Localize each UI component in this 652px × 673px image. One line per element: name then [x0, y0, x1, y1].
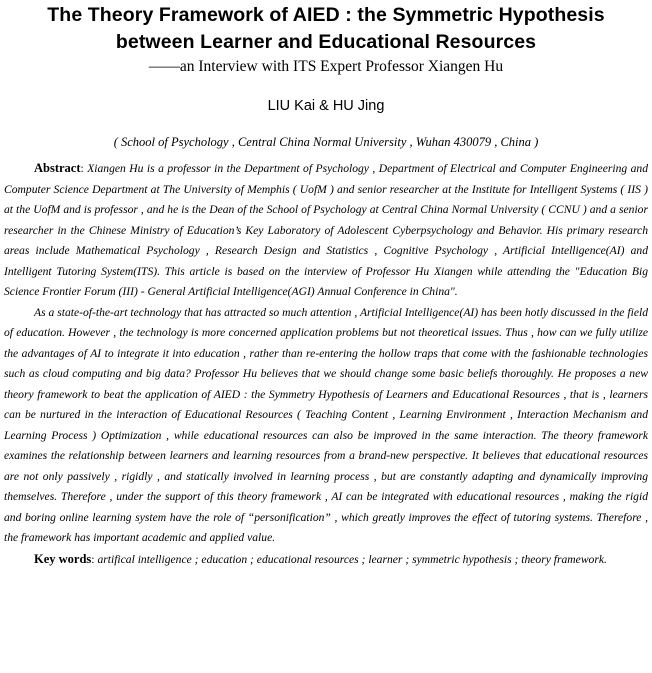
abstract-text: Xiangen Hu is a professor in the Department of Psychology , Department of Electrical and Computer Engineering and Computer Science Department at The University of Memphis ( UofM ) and senior researcher at the Institute for Intelligent Systems ( IIS ) at the UofM and is professor , and he is the Dean of the School of Psychology at Central China Normal University ( CCNU ) and a senior researcher in the Chinese Ministry of Education’s Key Laboratory of Adolescent Cyberpsychology and Behavior. His primary research areas include Mathematical Psychology , Research Design and Statistics , Cognitive Psychology , Artificial Intelligence(AI) and Intelligent Tutoring System(ITS). This article is based on the interview of Professor Hu Xiangen while attending the "Education Big Science Frontier Forum (III) - General Artificial Intelligence(AGI) Annual Conference in China".: [4, 162, 648, 298]
keywords-paragraph: [4, 549, 648, 571]
abstract-paragraph: [4, 158, 648, 303]
paper-subtitle: ——an Interview with ITS Expert Professor Xiangen Hu: [148, 58, 504, 75]
title-line-1: The Theory Framework of AIED : the Symmetric Hypothesis: [47, 4, 605, 26]
abstract-paragraph-2: As a state-of-the-art technology that has attracted so much attention , Artificial Intelligence(AI) has been hotly discussed in the field of education. However , the technology is more concerned application problems but not theoretical issues. Thus , how can we fully utilize the advantages of AI to integrate it into education , rather than re-entering the hollow traps that come with the fashionable technologies such as cloud computing and big data? Professor Hu believes that we should change some basic beliefs thoroughly. He proposes a new theory framework to beat the application of AIED : the Symmetry Hypothesis of Learners and Educational Resources , that is , learners can be nurtured in the interaction of Educational Resources ( Teaching Content , Learning Environment , Interaction Mechanism and Learning Process ) Optimization , while educational resources can also be improved in the same interaction. The theory framework examines the relationship between learners and learning resources from a brand-new perspective. It believes that educational resources are not only passively , rigidly , and statically involved in learning process , but are constantly adapting and dynamically improving themselves. Therefore , under the support of this theory framework , AI can be integrated with educational resources , making the rigid and boring online learning system have the role of “personification” , which greatly improves the effect of tutoring systems. Therefore , the framework has important academic and applied value.: [4, 305, 648, 544]
author-affiliation: ( School of Psychology , Central China Normal University , Wuhan 430079 , China ): [113, 135, 539, 149]
keywords-separator: :: [91, 552, 95, 566]
abstract-separator: :: [80, 162, 84, 175]
abstract-label: Abstract: [34, 161, 81, 175]
paper-title: [4, 2, 648, 56]
paper-authors: LIU Kai & HU Jing: [267, 98, 385, 114]
keywords-label: Key words: [34, 551, 92, 566]
title-line-2: between Learner and Educational Resources: [115, 31, 537, 53]
keywords-text: artifical intelligence ; education ; educational resources ; learner ; symmetric hypothesis ; theory framework.: [97, 552, 607, 566]
